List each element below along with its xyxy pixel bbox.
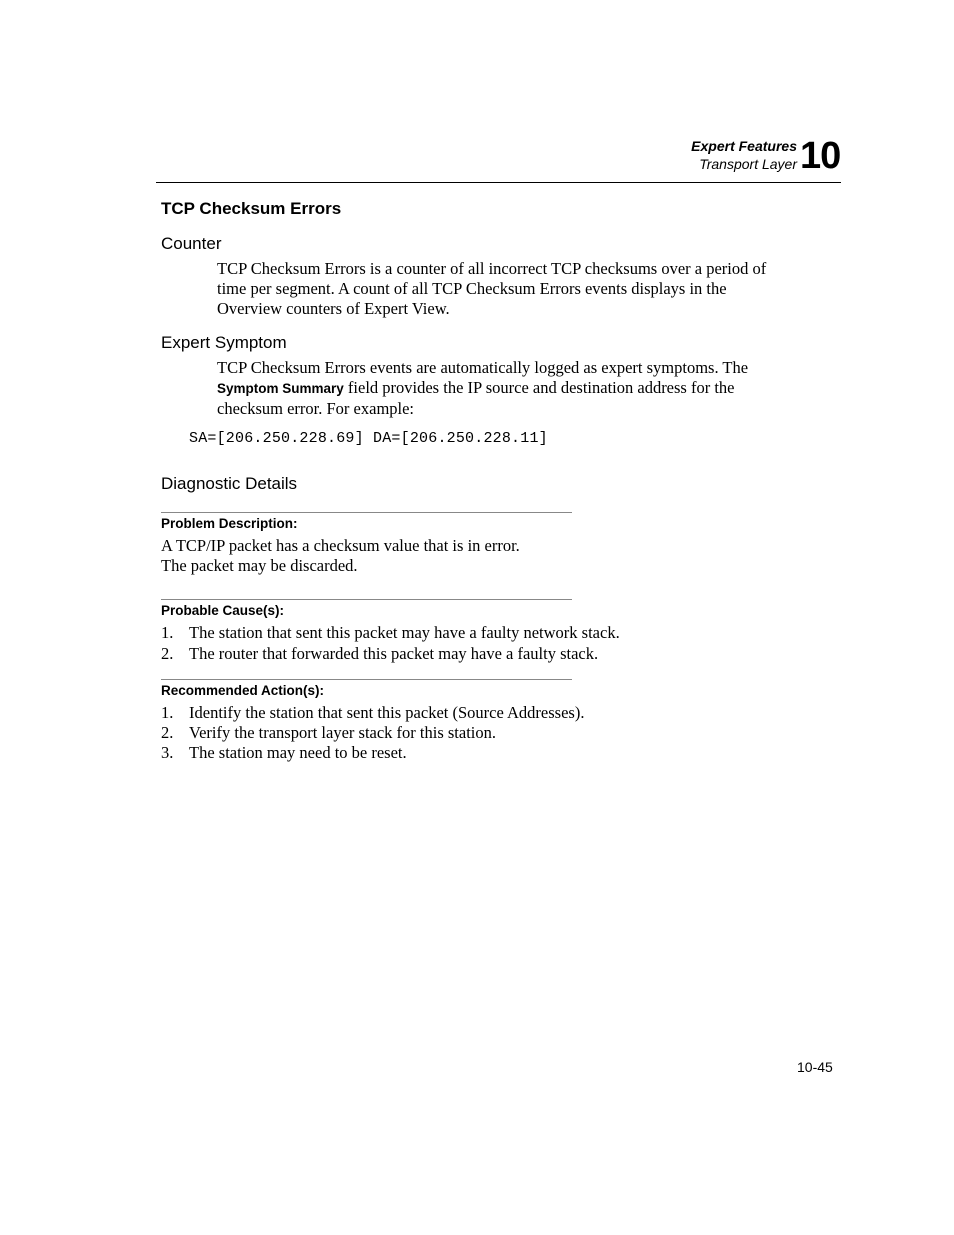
symptom-line: checksum error. For example:	[217, 399, 415, 418]
list-item	[161, 703, 584, 723]
problem-line: A TCP/IP packet has a checksum value that is in error.	[161, 536, 520, 555]
counter-line: time per segment. A count of all TCP Checksum Errors events displays in the	[217, 279, 727, 298]
expert-symptom-heading: Expert Symptom	[161, 333, 287, 352]
section-title: Transport Layer	[699, 156, 797, 172]
problem-text	[161, 536, 520, 576]
symptom-line	[217, 378, 807, 399]
symptom-line: TCP Checksum Errors events are automatically logged as expert symptoms. The	[217, 358, 749, 377]
list-number: 3.	[161, 743, 174, 762]
problem-line: The packet may be discarded.	[161, 556, 358, 575]
header-rule	[156, 182, 841, 183]
symptom-summary-field-name: Symptom Summary	[217, 381, 344, 396]
page-title: TCP Checksum Errors	[161, 199, 342, 218]
list-text: Verify the transport layer stack for this station.	[189, 723, 496, 742]
problem-label: Problem Description:	[161, 516, 298, 531]
example-code: SA=[206.250.228.69] DA=[206.250.228.11]	[189, 430, 548, 447]
counter-line: TCP Checksum Errors is a counter of all incorrect TCP checksums over a period of	[217, 259, 767, 278]
page-number: 10-45	[797, 1059, 833, 1075]
divider	[161, 599, 572, 600]
list-number: 2.	[161, 723, 174, 742]
list-text: The station that sent this packet may have a faulty network stack.	[189, 623, 620, 642]
counter-line: Overview counters of Expert View.	[217, 299, 450, 318]
list-number: 1.	[161, 703, 174, 722]
divider	[161, 512, 572, 513]
list-number: 1.	[161, 623, 174, 642]
list-item	[161, 723, 496, 743]
list-item	[161, 644, 598, 664]
divider	[161, 679, 572, 680]
list-item	[161, 743, 407, 763]
list-item	[161, 623, 620, 643]
list-text: The router that forwarded this packet may have a faulty stack.	[189, 644, 599, 663]
cause-label: Probable Cause(s):	[161, 603, 285, 618]
chapter-number: 10	[800, 135, 841, 177]
counter-heading: Counter	[161, 234, 222, 253]
diagnostic-heading: Diagnostic Details	[161, 474, 298, 493]
expert-symptom-paragraph	[217, 358, 807, 419]
action-label: Recommended Action(s):	[161, 683, 325, 698]
list-text: Identify the station that sent this packet (Source Addresses).	[189, 703, 585, 722]
symptom-line-rest: field provides the IP source and destination address for the	[343, 378, 735, 397]
chapter-title: Expert Features	[691, 138, 797, 154]
list-number: 2.	[161, 644, 174, 663]
list-text: The station may need to be reset.	[189, 743, 407, 762]
counter-paragraph	[217, 259, 807, 319]
